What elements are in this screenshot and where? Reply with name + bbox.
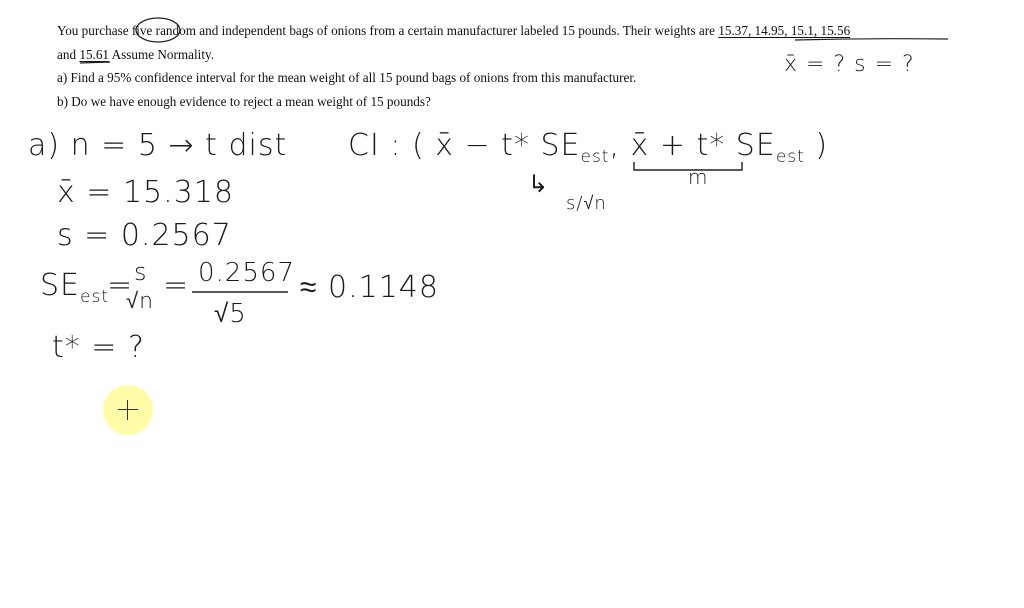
t-star-line: t* = ? xyxy=(52,330,145,365)
part-a: a) Find a 95% confidence interval for the mean weight of all 15 pound bags of onions from this manufacturer. xyxy=(57,70,637,85)
part-b: b) Do we have enough evidence to reject a mean weight of 15 pounds? xyxy=(57,93,431,109)
se-result: ≈ 0.1148 xyxy=(300,270,439,305)
se-symbol: SE xyxy=(40,268,80,303)
sample-size-line: a) n = 5 → t dist xyxy=(28,128,288,163)
sample-mean-line: x̄ = 15.318 xyxy=(57,175,234,210)
sample-sd-line: s = 0.2567 xyxy=(57,218,232,253)
weights-list: 15.37, 14.95, 15.1, 15.56 xyxy=(718,23,851,38)
word-five: five xyxy=(131,23,153,38)
ci-margin-label: m xyxy=(688,165,709,189)
ci-formula xyxy=(348,128,828,167)
se-denominator: √5 xyxy=(214,299,247,329)
ci-s-over-root-n: s/√n xyxy=(566,193,607,214)
weights-list-end: 15.61 xyxy=(79,46,110,62)
weights-underline-2 xyxy=(80,62,110,63)
se-root-n: √n xyxy=(126,289,155,314)
se-equals-2: = xyxy=(163,268,190,303)
problem-text: Assume Normality. xyxy=(109,46,215,62)
se-equals: = xyxy=(107,268,134,303)
ci-sub-2: est xyxy=(775,147,805,167)
problem-text: You purchase xyxy=(57,23,132,38)
problem-text: random and independent bags of onions from a certain manufacturer labeled 15 pounds. Their weights are xyxy=(152,23,719,38)
ci-formula-mid: , x̄ + t* SE xyxy=(609,128,776,163)
problem-text: and xyxy=(57,46,80,62)
ci-formula-close: ) xyxy=(804,128,829,163)
crosshair-cursor-icon xyxy=(118,400,138,420)
circle-around-five xyxy=(136,18,180,42)
se-subscript: est xyxy=(80,287,109,307)
ci-sub-1: est xyxy=(580,147,610,167)
weights-underline xyxy=(795,39,948,40)
ci-formula-left: CI : ( x̄ − t* SE xyxy=(348,128,581,163)
question-xbar-s: x̄ = ? s = ? xyxy=(784,52,915,77)
ci-arrow-note: ↳ xyxy=(528,170,550,198)
se-label xyxy=(40,268,109,307)
se-s-numerator: s xyxy=(134,258,148,286)
se-numerator: 0.2567 xyxy=(198,258,295,288)
